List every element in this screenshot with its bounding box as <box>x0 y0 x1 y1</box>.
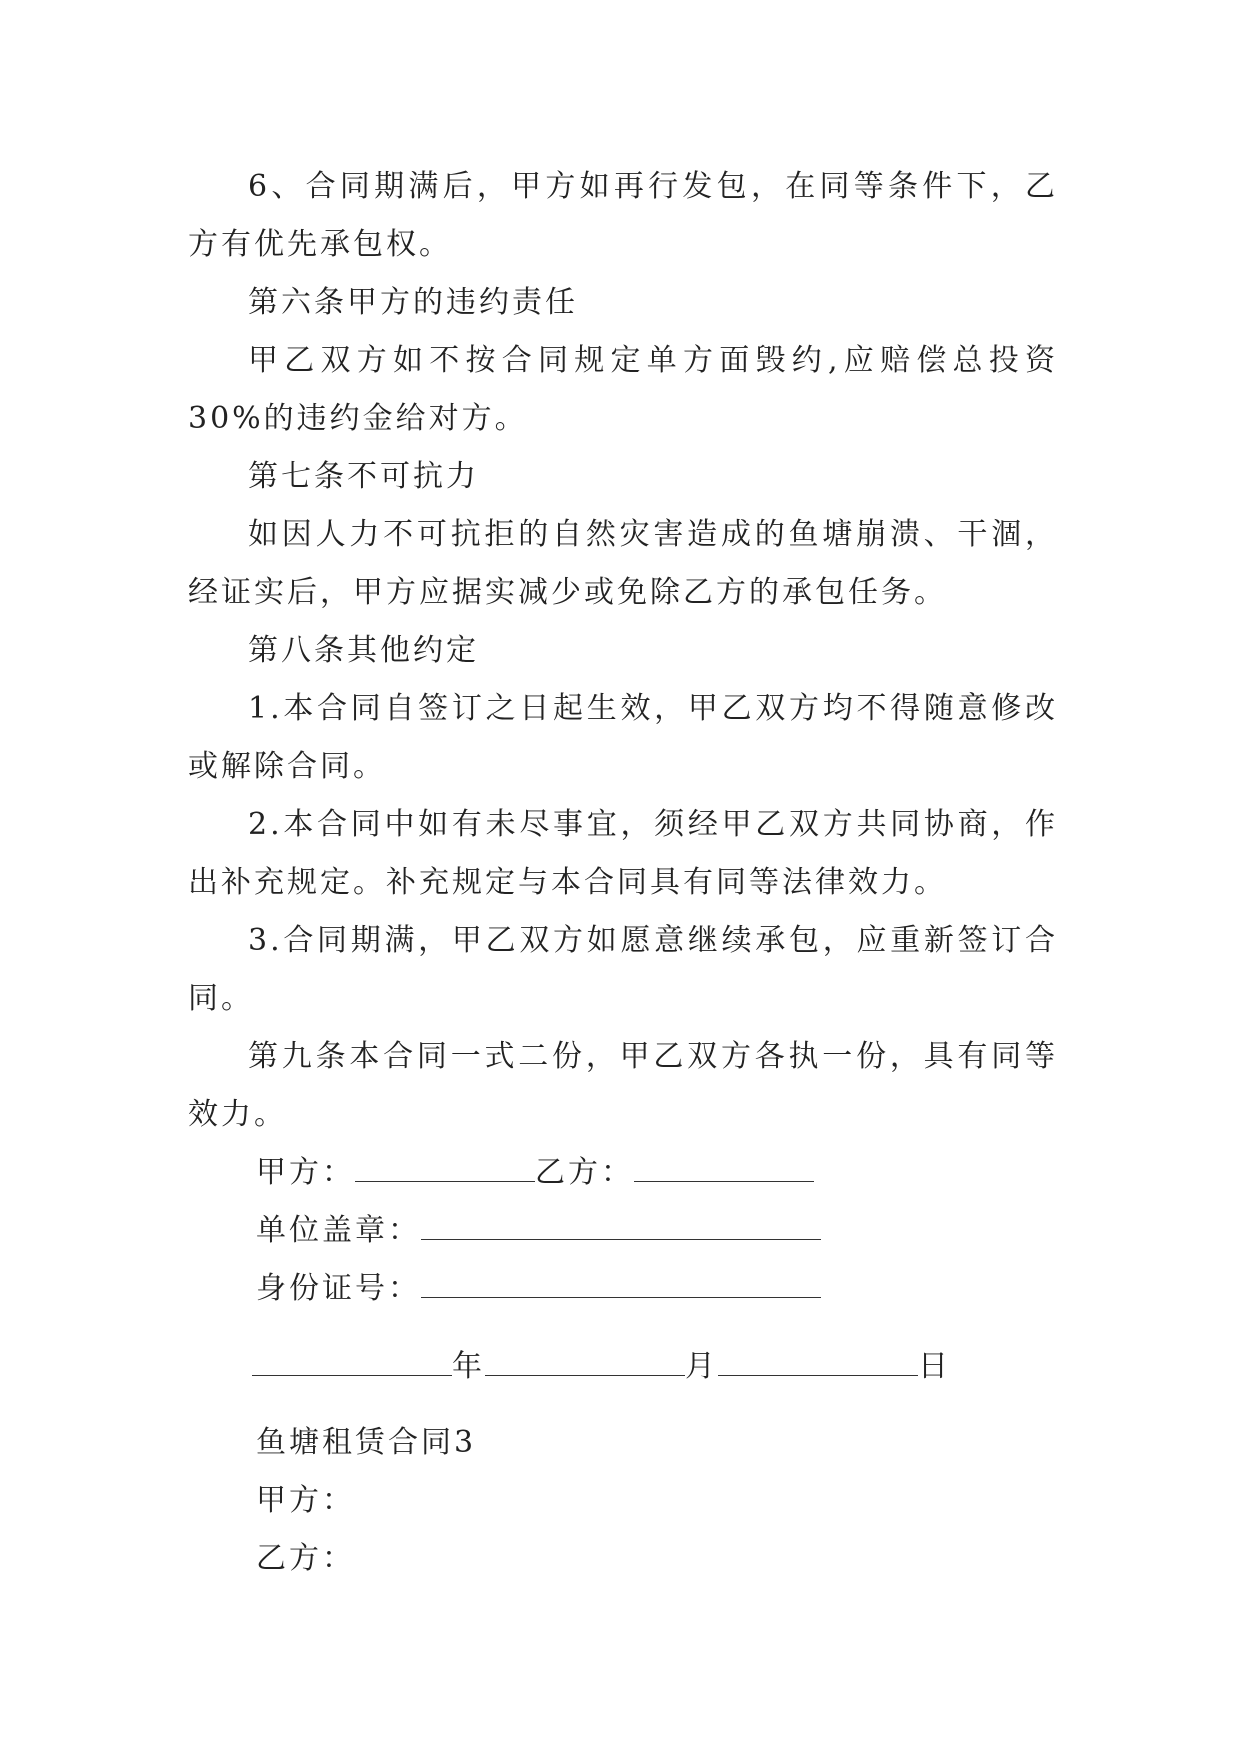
article-6-heading: 第六条甲方的违约责任 <box>248 285 578 320</box>
id-label: 身份证号： <box>256 1271 421 1306</box>
next-doc-party-a: 甲方： <box>256 1483 355 1518</box>
next-doc-party-b: 乙方： <box>256 1541 355 1576</box>
party-b-blank[interactable] <box>634 1155 814 1182</box>
date-line <box>188 1338 1058 1396</box>
clause-6-paragraph: 6、合同期满后，甲方如再行发包，在同等条件下，乙方有优先承包权。 <box>188 169 1058 262</box>
day-label: 日 <box>918 1349 951 1384</box>
breach-liability-paragraph: 甲乙双方如不按合同规定单方面毁约,应赔偿总投资30%的违约金给对方。 <box>188 343 1058 436</box>
party-a-blank[interactable] <box>355 1155 535 1182</box>
year-blank[interactable] <box>252 1349 452 1376</box>
document-body <box>188 158 1058 1588</box>
next-doc-title: 鱼塘租赁合同3 <box>256 1425 477 1460</box>
article-8-heading: 第八条其他约定 <box>248 633 479 668</box>
id-line <box>188 1260 1058 1318</box>
month-label: 月 <box>685 1349 718 1384</box>
party-b-label: 乙方： <box>535 1155 634 1190</box>
party-a-label: 甲方： <box>256 1155 355 1190</box>
article-9-paragraph: 第九条本合同一式二份，甲乙双方各执一份，具有同等效力。 <box>188 1039 1058 1132</box>
force-majeure-paragraph: 如因人力不可抗拒的自然灾害造成的鱼塘崩溃、干涸，经证实后，甲方应据实减少或免除乙方的承包任务。 <box>188 517 1058 610</box>
seal-line <box>188 1202 1058 1260</box>
other-clause-3: 3.合同期满，甲乙双方如愿意继续承包，应重新签订合同。 <box>188 923 1058 1016</box>
seal-blank[interactable] <box>421 1213 821 1240</box>
party-signature-line <box>188 1144 1058 1202</box>
day-blank[interactable] <box>718 1349 918 1376</box>
other-clause-2: 2.本合同中如有未尽事宜，须经甲乙双方共同协商，作出补充规定。补充规定与本合同具有同等法律效力。 <box>188 807 1058 900</box>
id-blank[interactable] <box>421 1271 821 1298</box>
month-blank[interactable] <box>485 1349 685 1376</box>
other-clause-1: 1.本合同自签订之日起生效，甲乙双方均不得随意修改或解除合同。 <box>188 691 1058 784</box>
seal-label: 单位盖章： <box>256 1213 421 1248</box>
year-label: 年 <box>452 1349 485 1384</box>
article-7-heading: 第七条不可抗力 <box>248 459 479 494</box>
